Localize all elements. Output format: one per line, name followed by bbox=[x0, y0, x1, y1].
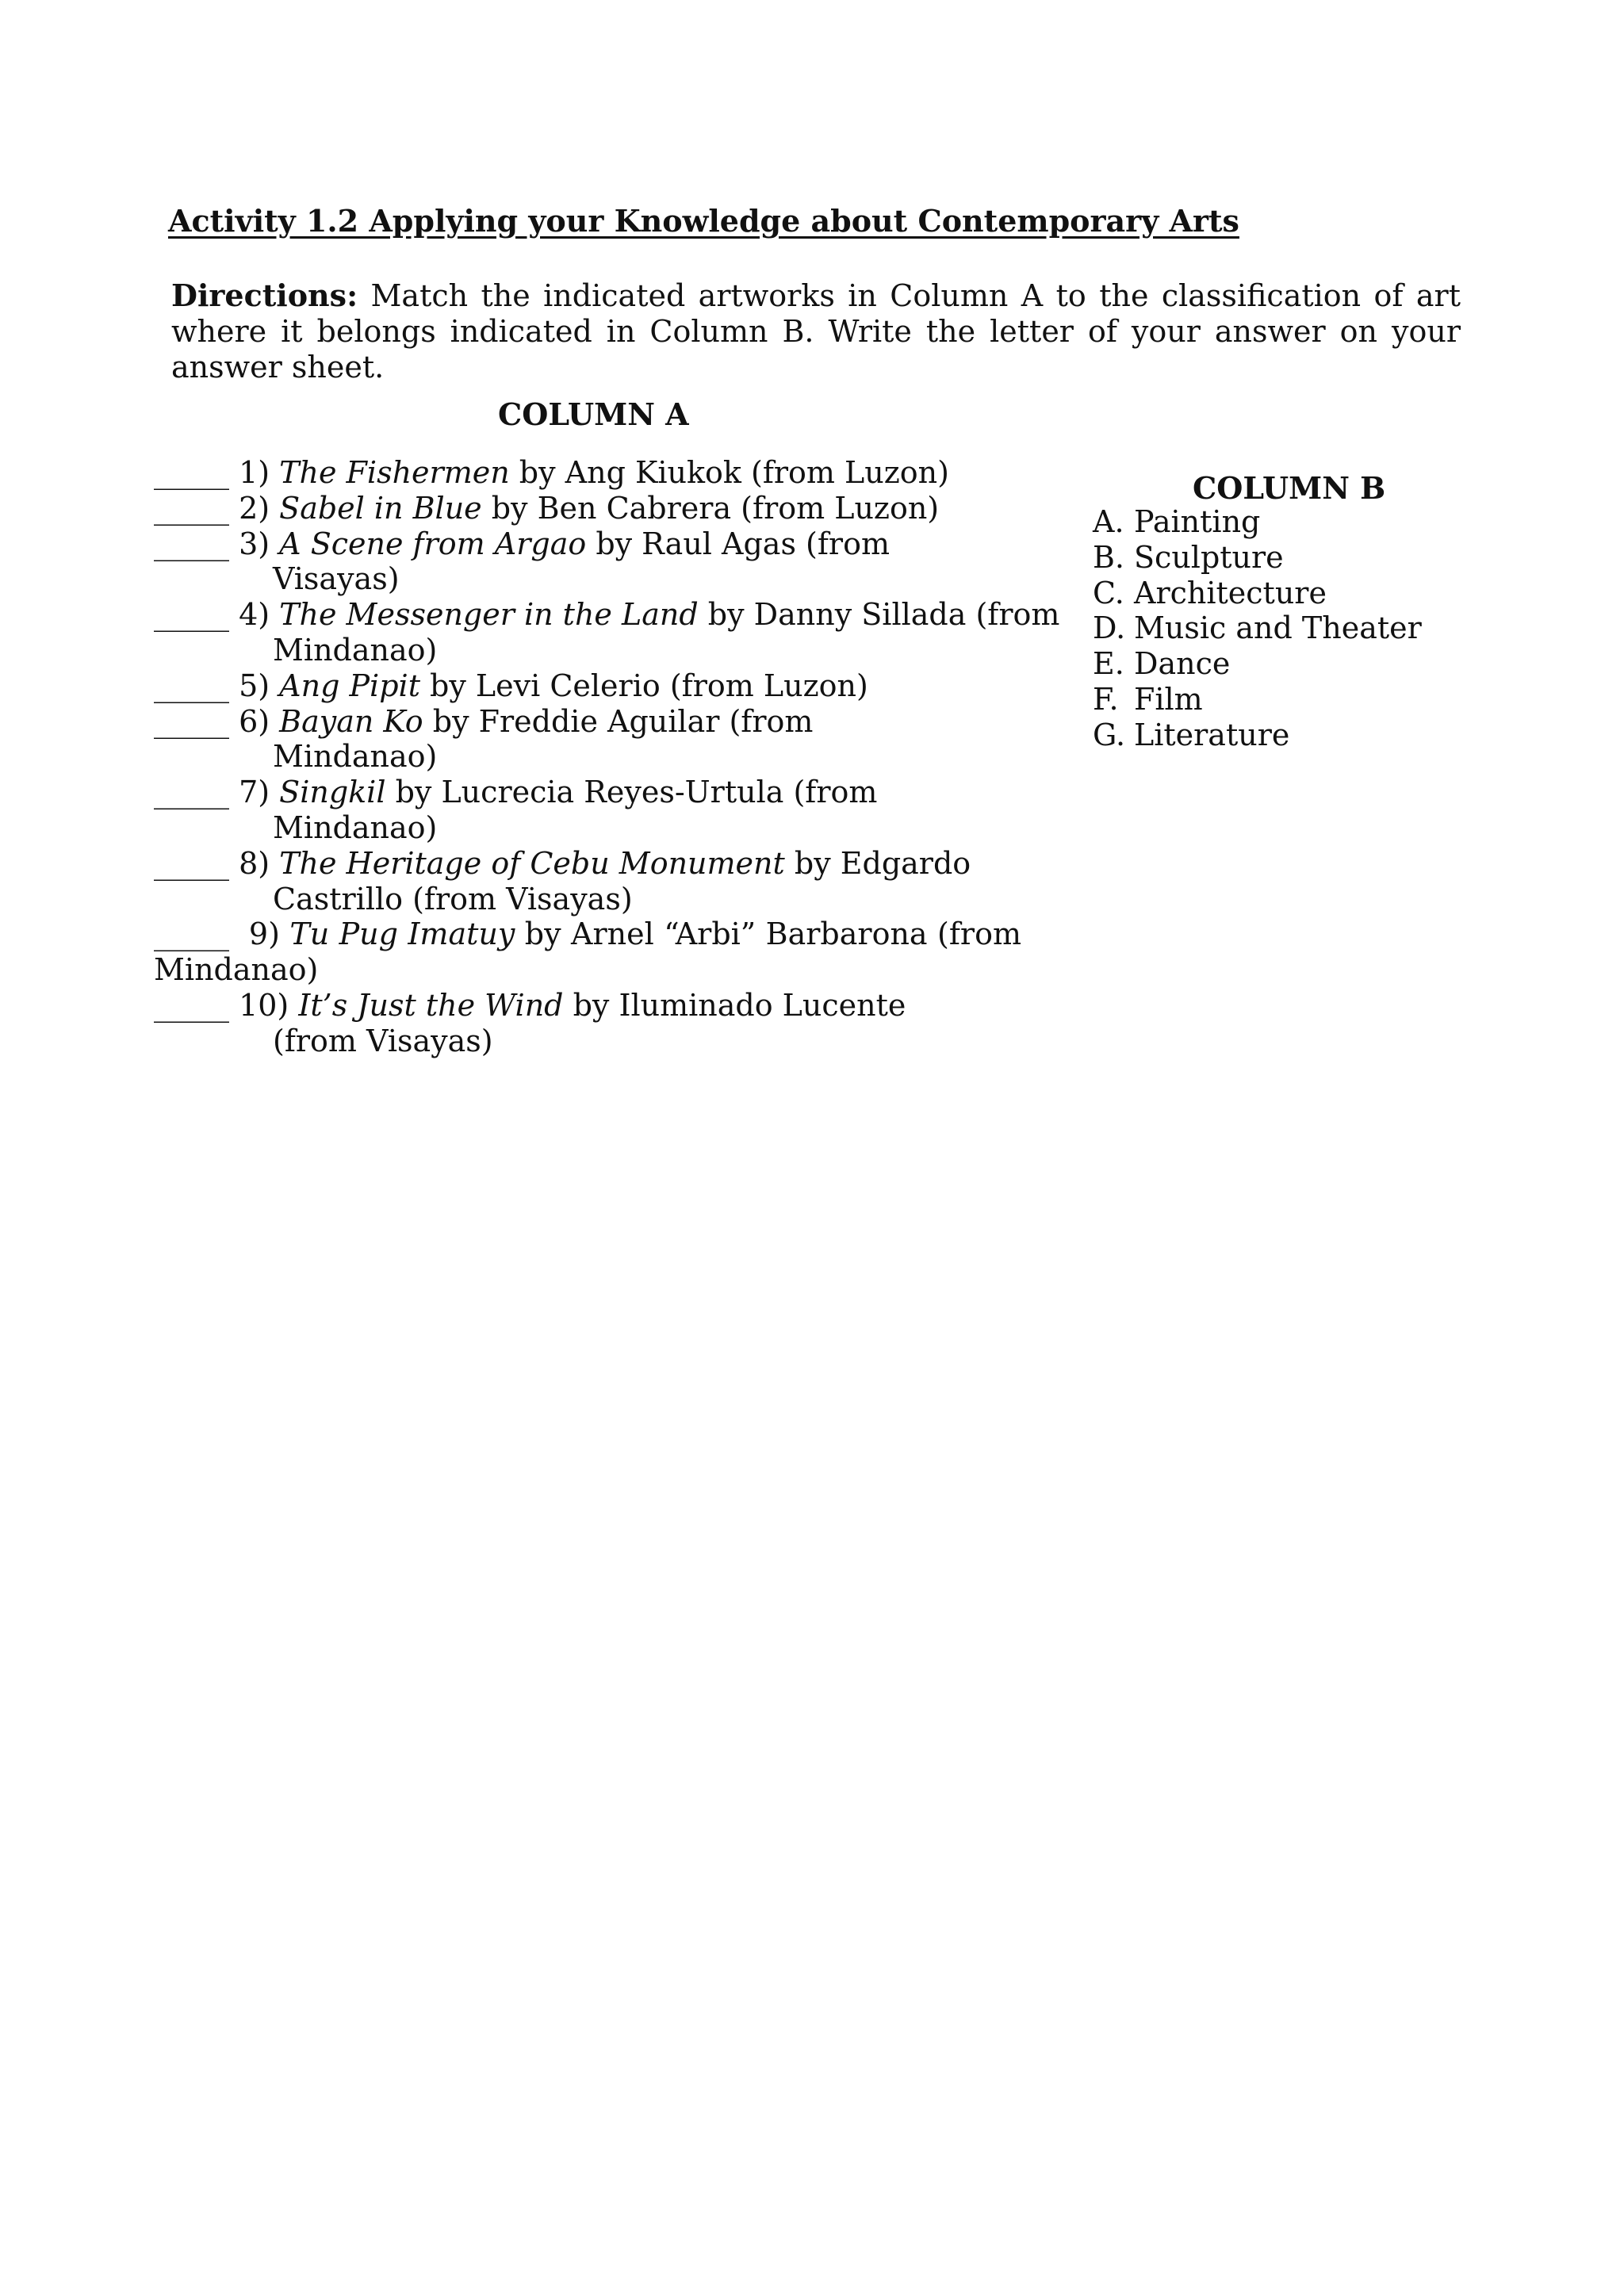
artwork-title: Bayan Ko bbox=[279, 703, 423, 739]
answer-blank[interactable]: _____ bbox=[154, 916, 229, 952]
answer-blank[interactable]: _____ bbox=[154, 987, 229, 1023]
artwork-artist: by Raul Agas (from bbox=[586, 526, 890, 561]
artwork-origin-continued: Mindanao) bbox=[273, 632, 438, 668]
answer-blank[interactable]: _____ bbox=[154, 597, 229, 633]
column-b-item-b bbox=[1093, 540, 1422, 576]
option-label: Architecture bbox=[1134, 575, 1327, 610]
option-letter: C. bbox=[1093, 575, 1124, 610]
answer-blank[interactable]: _____ bbox=[154, 845, 229, 881]
option-label: Literature bbox=[1134, 717, 1290, 752]
column-a-item-9 bbox=[154, 916, 1021, 988]
item-number: 8) bbox=[229, 845, 280, 881]
item-number: 3) bbox=[229, 526, 280, 561]
artwork-artist: by Ben Cabrera (from Luzon) bbox=[481, 490, 940, 526]
option-letter: B. bbox=[1093, 539, 1125, 575]
answer-blank[interactable]: _____ bbox=[154, 455, 229, 490]
artwork-title: It’s Just the Wind bbox=[298, 987, 564, 1023]
artwork-origin-continued: Castrillo (from Visayas) bbox=[273, 881, 633, 916]
item-number: 1) bbox=[229, 455, 280, 490]
artwork-title: Sabel in Blue bbox=[279, 490, 482, 526]
column-b-item-f bbox=[1093, 682, 1422, 718]
column-a-item-2 bbox=[154, 491, 1021, 526]
column-b-item-c bbox=[1093, 576, 1422, 611]
option-letter: E. bbox=[1093, 646, 1124, 682]
column-a-item-7 bbox=[154, 775, 1021, 846]
option-label: Music and Theater bbox=[1134, 610, 1422, 646]
option-label: Film bbox=[1134, 681, 1203, 717]
artwork-origin-continued: Mindanao) bbox=[273, 809, 438, 845]
answer-blank[interactable]: _____ bbox=[154, 668, 229, 703]
artwork-title: The Fishermen bbox=[279, 455, 510, 490]
artwork-origin-continued: (from Visayas) bbox=[273, 1023, 493, 1058]
option-letter: G. bbox=[1093, 717, 1126, 752]
column-a-item-8 bbox=[154, 846, 1021, 917]
option-letter: A. bbox=[1093, 504, 1124, 539]
item-number: 7) bbox=[229, 775, 280, 810]
column-a-item-4 bbox=[154, 597, 1060, 668]
artwork-artist: by Freddie Aguilar (from bbox=[423, 703, 814, 739]
answer-blank[interactable]: _____ bbox=[154, 775, 229, 810]
column-a-item-10 bbox=[154, 988, 1021, 1059]
column-a-item-6 bbox=[154, 704, 1021, 775]
column-b-item-e bbox=[1093, 646, 1422, 682]
artwork-title: Ang Pipit bbox=[279, 668, 420, 703]
column-b-item-d bbox=[1093, 610, 1422, 646]
artwork-title: The Messenger in the Land bbox=[279, 597, 699, 633]
artwork-title: The Heritage of Cebu Monument bbox=[279, 845, 785, 881]
column-a-list bbox=[154, 455, 1060, 1059]
artwork-artist: by Danny Sillada (from bbox=[698, 597, 1060, 633]
item-number: 4) bbox=[229, 597, 280, 633]
option-letter: F. bbox=[1093, 681, 1119, 717]
column-a-item-1 bbox=[154, 455, 1021, 491]
artwork-title: A Scene from Argao bbox=[279, 526, 587, 561]
artwork-artist: by Ang Kiukok (from Luzon) bbox=[509, 455, 949, 490]
option-letter: D. bbox=[1093, 610, 1126, 646]
item-number: 5) bbox=[229, 668, 280, 703]
answer-blank[interactable]: _____ bbox=[154, 703, 229, 739]
column-b-item-g bbox=[1093, 718, 1422, 753]
artwork-origin-continued: Visayas) bbox=[273, 561, 400, 597]
artwork-title: Tu Pug Imatuy bbox=[289, 916, 515, 952]
answer-blank[interactable]: _____ bbox=[154, 526, 229, 561]
column-b-item-a bbox=[1093, 504, 1422, 540]
directions-text: Match the indicated artworks in Column A to the classification of art where it belongs indicated in Column B. Write the letter of your answer on your answer sheet. bbox=[171, 278, 1461, 385]
item-number: 10) bbox=[229, 987, 299, 1023]
artwork-title: Singkil bbox=[279, 775, 386, 810]
option-label: Painting bbox=[1134, 504, 1261, 539]
directions-paragraph bbox=[171, 277, 1461, 385]
directions-label: Directions: bbox=[171, 277, 358, 313]
column-a-item-5 bbox=[154, 668, 1021, 704]
artwork-artist: by Iluminado Lucente bbox=[563, 987, 906, 1023]
item-number: 6) bbox=[229, 703, 280, 739]
option-label: Sculpture bbox=[1134, 539, 1284, 575]
column-b-heading: COLUMN B bbox=[1193, 470, 1386, 506]
column-a-heading: COLUMN A bbox=[498, 396, 689, 432]
artwork-origin-continued: Mindanao) bbox=[273, 739, 438, 775]
answer-blank[interactable]: _____ bbox=[154, 490, 229, 526]
item-number: 9) bbox=[229, 916, 290, 952]
artwork-artist: by Arnel “Arbi” Barbarona (from Mindanao) bbox=[154, 916, 1021, 988]
artwork-artist: by Lucrecia Reyes-Urtula (from bbox=[385, 775, 878, 810]
option-label: Dance bbox=[1134, 646, 1231, 682]
column-b-list bbox=[1093, 504, 1422, 753]
artwork-artist: by Levi Celerio (from Luzon) bbox=[419, 668, 868, 703]
column-a-item-3 bbox=[154, 526, 1021, 598]
activity-title: Activity 1.2 Applying your Knowledge about Contemporary Arts bbox=[168, 203, 1239, 239]
artwork-artist: by Edgardo bbox=[784, 845, 971, 881]
item-number: 2) bbox=[229, 490, 280, 526]
